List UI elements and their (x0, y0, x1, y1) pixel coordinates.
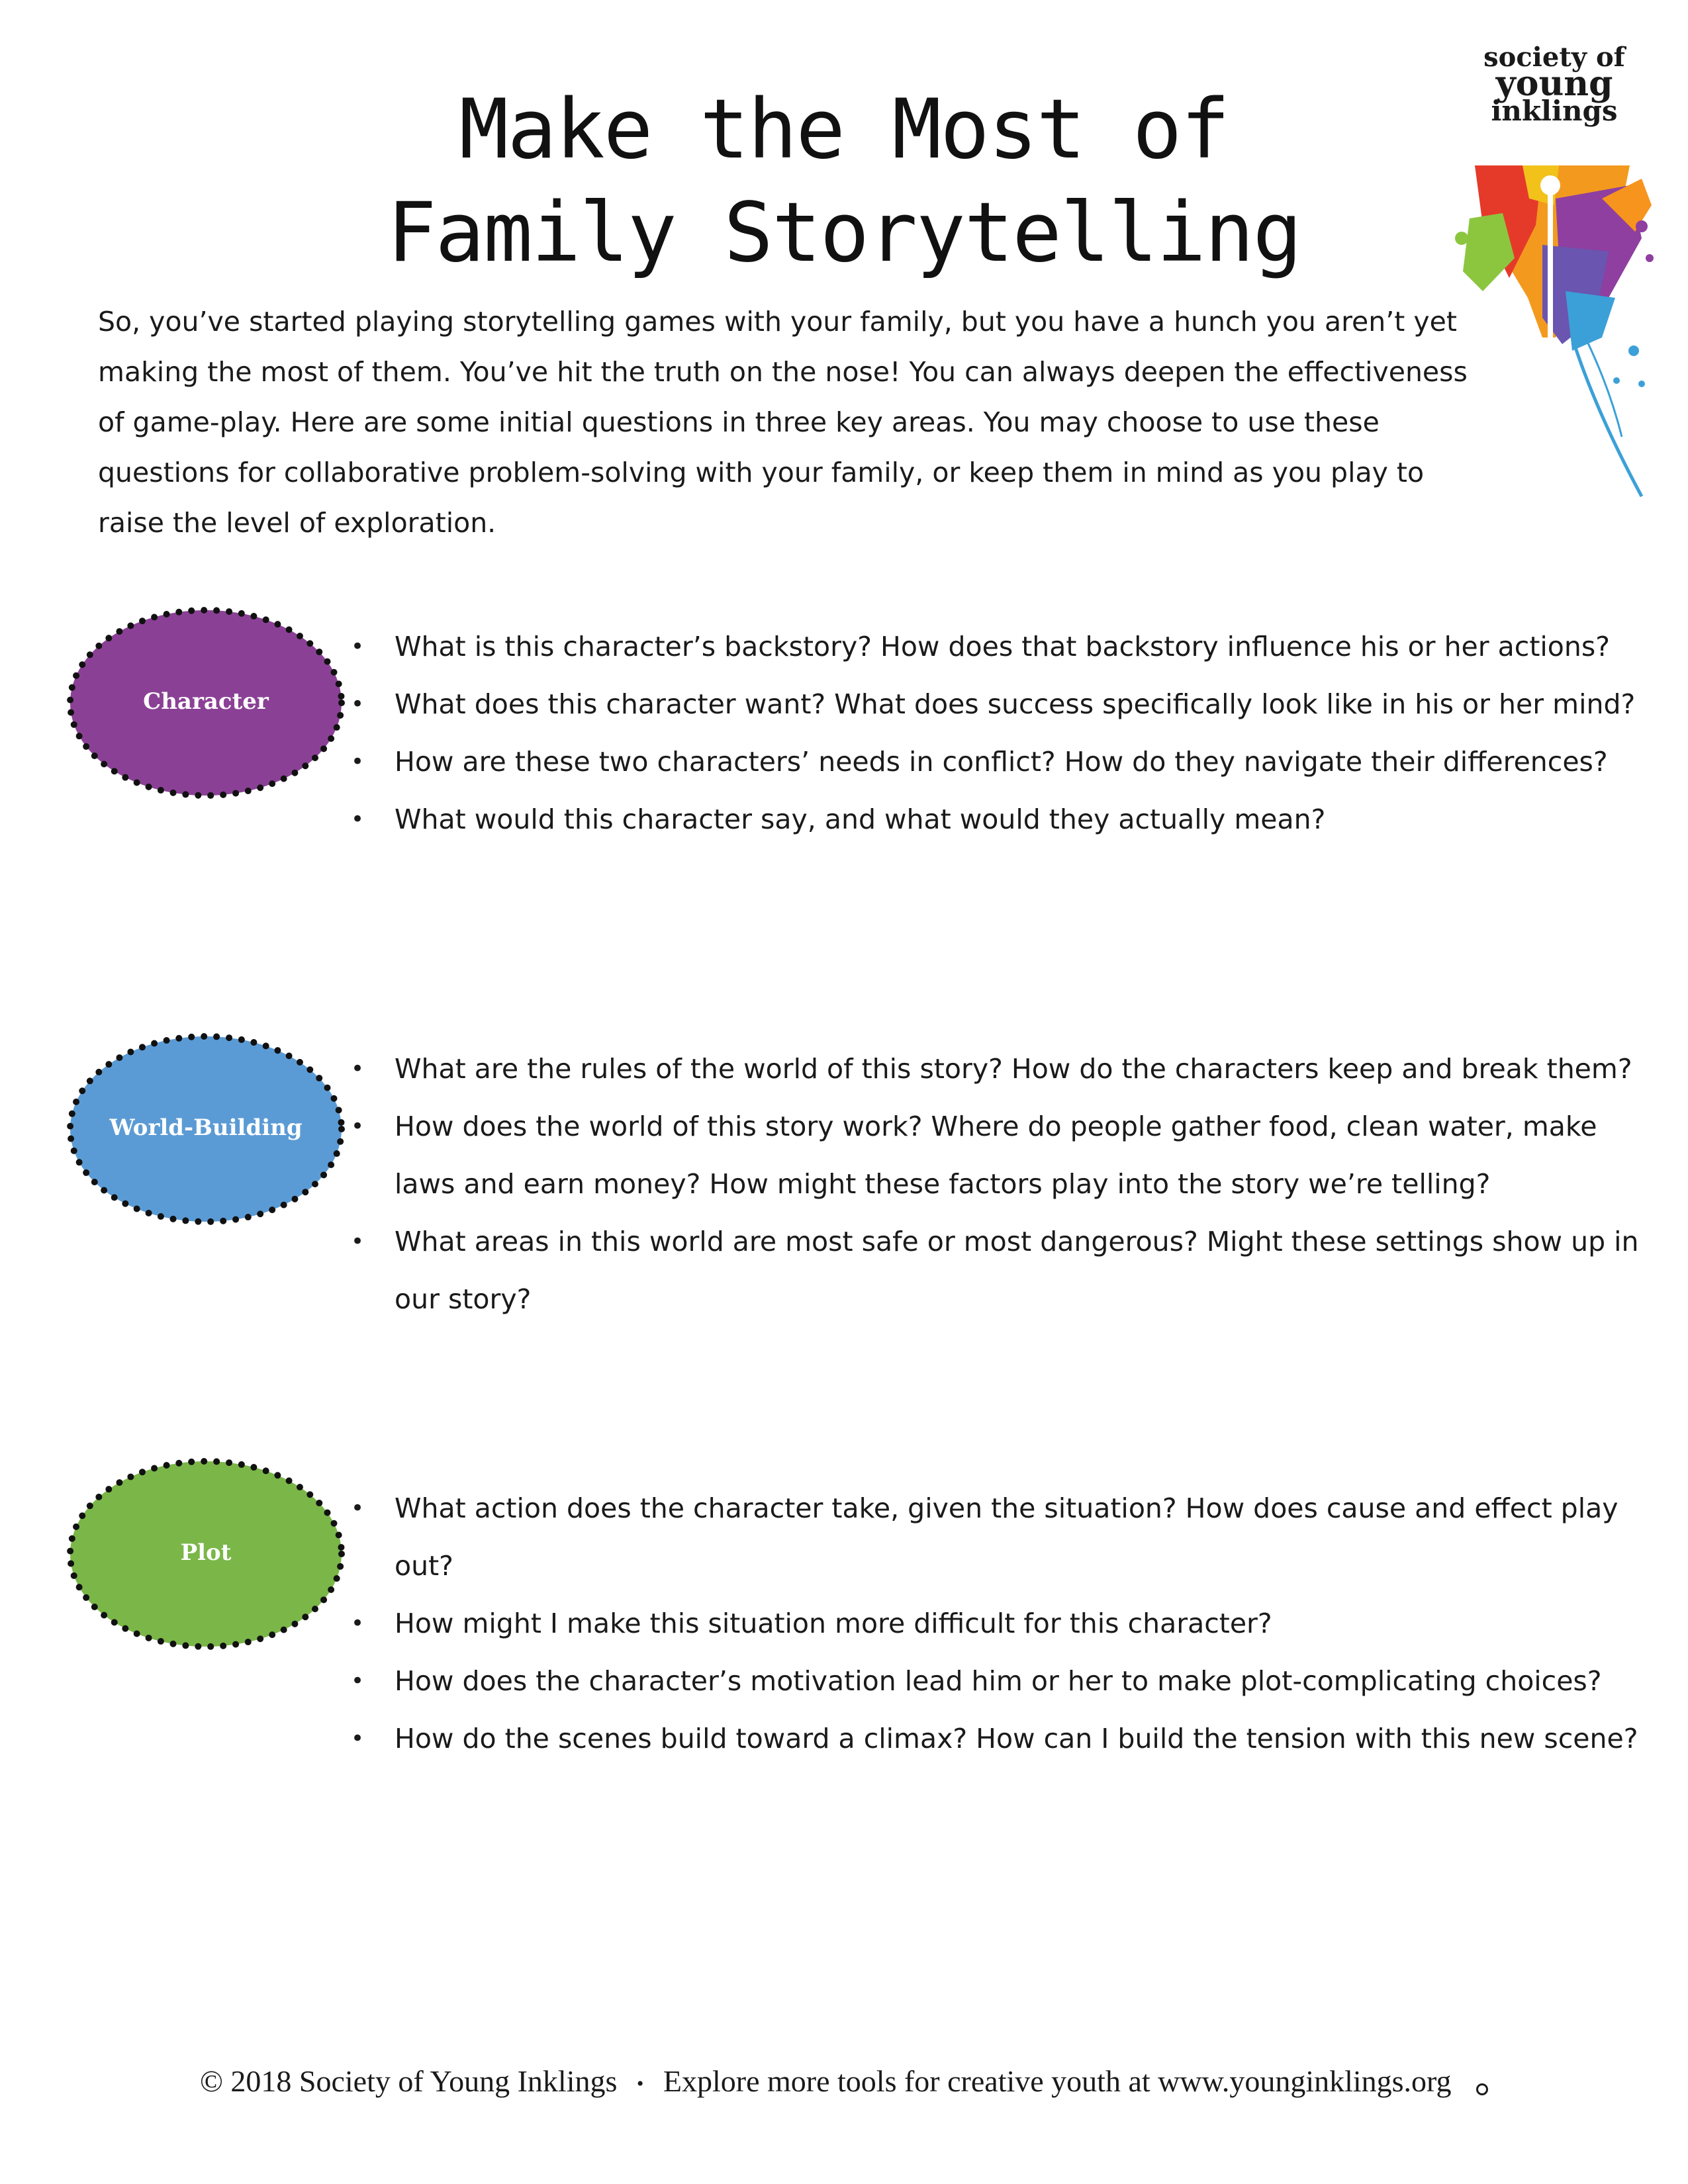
footer-end-dot-icon (1476, 2083, 1488, 2095)
page-title (0, 78, 1688, 285)
list-item: • How might I make this situation more difficult for this character? (351, 1595, 1648, 1653)
list-item: • What is this character’s backstory? How does that backstory influence his or her actions? (351, 618, 1648, 676)
character-badge-label: Character (143, 688, 269, 715)
list-item: • How do the scenes build toward a climax? How can I build the tension with this new scene? (351, 1710, 1648, 1768)
plot-badge-label: Plot (180, 1539, 232, 1566)
intro-paragraph: So, you’ve started playing storytelling games with your family, but you have a hunch you aren’t yet making the most of them. You’ve hit the truth on the nose! You can always deepen the effectiveness of game-play. Here are some initial questions in three key areas. You may choose to use these questions for collaborative problem-solving with your family, or keep them in mind as you play to raise the level of exploration. (98, 306, 1468, 539)
footer-copyright: © 2018 Society of Young Inklings (199, 2064, 618, 2098)
plot-question-list (351, 1480, 1648, 1768)
world-building-badge-label: World-Building (109, 1115, 303, 1141)
list-item: • What areas in this world are most safe or most dangerous? Might these settings show up in our story? (351, 1213, 1648, 1328)
list-item: • What action does the character take, given the situation? How does cause and effect play out? (351, 1480, 1648, 1595)
list-item: • How does the world of this story work? Where do people gather food, clean water, make laws and earn money? How might these factors play into the story we’re telling? (351, 1098, 1648, 1213)
character-question-list (351, 618, 1648, 848)
paint-splash-pen-nib-icon (1455, 165, 1654, 496)
page-title-line-1: Make the Most of (459, 82, 1229, 177)
logo-text-line-3: inklings (1491, 95, 1618, 127)
list-item: • What would this character say, and what would they actually mean? (351, 791, 1648, 848)
list-item: • How does the character’s motivation lead him or her to make plot-complicating choices? (351, 1653, 1648, 1710)
page-title-line-2: Family Storytelling (387, 185, 1301, 281)
list-item: • What does this character want? What does success specifically look like in his or her mind? (351, 676, 1648, 733)
list-item: • How are these two characters’ needs in conflict? How do they navigate their differences? (351, 733, 1648, 791)
page-footer (0, 2064, 1688, 2099)
footer-tagline: Explore more tools for creative youth at www.younginklings.org (663, 2064, 1452, 2098)
footer-separator: • (636, 2073, 644, 2095)
world-building-question-list (351, 1040, 1648, 1328)
logo-text-line-2: young (1495, 64, 1613, 104)
list-item: • What are the rules of the world of this story? How do the characters keep and break them? (351, 1040, 1648, 1098)
logo-text-line-1: society of (1483, 42, 1625, 73)
